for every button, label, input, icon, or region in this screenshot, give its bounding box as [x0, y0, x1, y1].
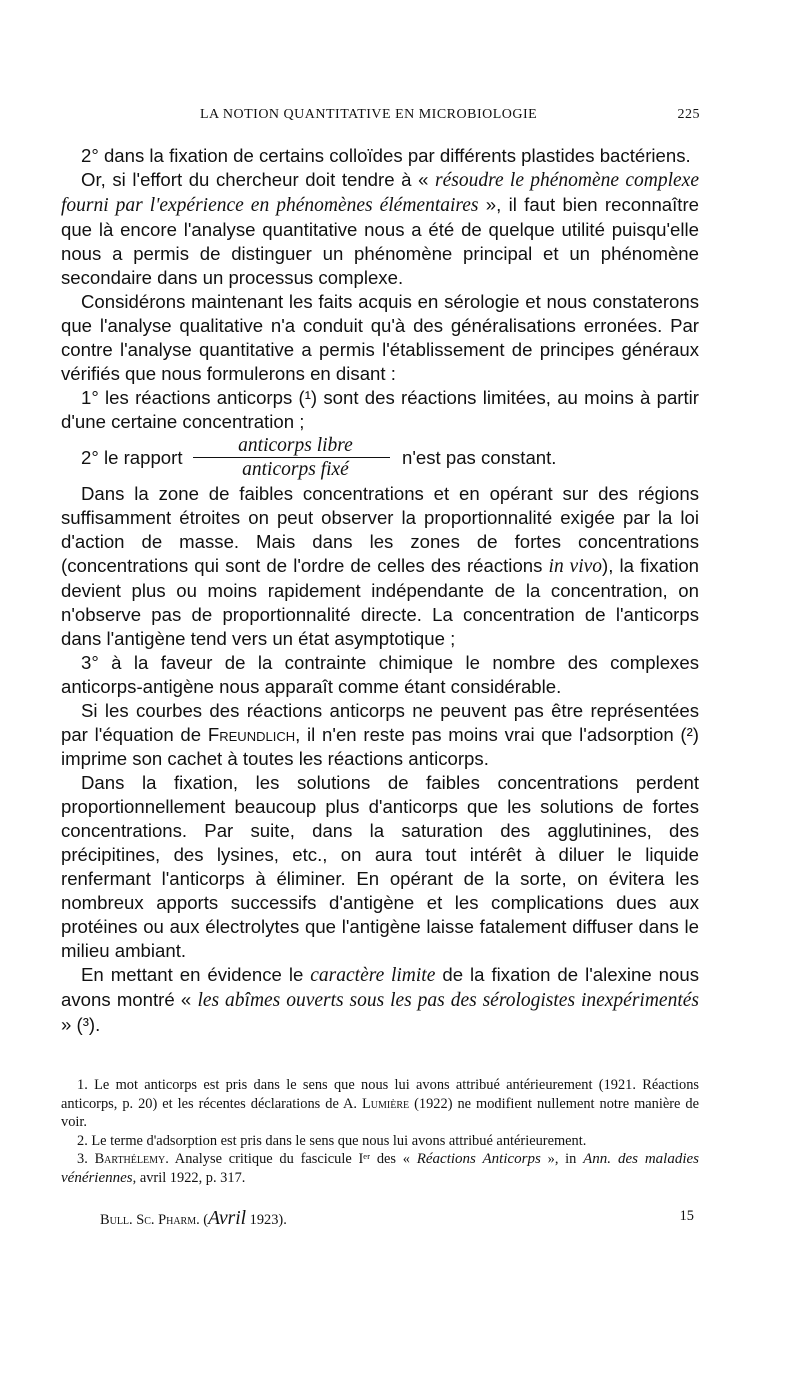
fraction-denominator: anticorps fixé — [242, 459, 349, 480]
footnote — [61, 1076, 699, 1132]
author-name: Freundlich — [207, 724, 296, 745]
text-run: En mettant en évidence le — [81, 964, 311, 985]
footnote — [61, 1132, 699, 1151]
footnotes — [61, 1076, 699, 1188]
text-run: . Analyse critique du fascicule Iᵉʳ des « — [165, 1151, 417, 1168]
text-run: ), la fixation devient plus ou moins rapidement indépendante de la concentration, on n'observe pas de proportionnalité directe. La concentration de l'anticorps dans l'antigène tend vers un état asymptotique ; — [61, 555, 700, 649]
text-run: Bull. Sc. Pharm. ( — [100, 1212, 209, 1228]
text-run: , avril 1922, p. 317. — [132, 1169, 246, 1186]
fraction-paragraph — [61, 434, 699, 482]
fraction — [193, 434, 398, 481]
running-head — [60, 103, 700, 127]
paragraph — [61, 144, 699, 168]
text-run: Si les courbes des réactions anticorps ne peuvent pas être représentées par l'équation de — [61, 700, 699, 745]
italic-term: caractère limite — [310, 965, 436, 986]
paragraph — [61, 168, 699, 290]
footnote — [61, 1150, 699, 1187]
italic-journal: Ann. des maladies vénériennes — [61, 1151, 700, 1186]
text-run: » (³). — [61, 1014, 101, 1035]
running-title: LA NOTION QUANTITATIVE EN MICROBIOLOGIE — [200, 107, 538, 122]
text-run: (1922) ne modifient nullement notre manière de voir. — [61, 1095, 699, 1131]
text-run: 3. — [77, 1151, 95, 1168]
paragraph — [61, 290, 699, 386]
text-run: 2. Le terme d'adsorption est pris dans le sens que nous lui avons attribué antérieurement. — [77, 1132, 587, 1149]
italic-quote: résoudre le phénomène complexe fourni par l'expérience en phénomènes élémentaires — [61, 170, 699, 216]
page-number: 225 — [677, 107, 700, 122]
signature-mark: 15 — [679, 1208, 694, 1224]
text-run: Dans la zone de faibles concentrations et en opérant sur des régions suffisamment étroites on peut observer la proportionnalité exigée par la loi d'action de masse. Mais dans les zones de fortes concentrations (concentrations qui sont de l'ordre de celles des réactions — [61, 483, 699, 576]
text-run: 1° les réactions anticorps (¹) sont des réactions limitées, au moins à partir d'une certaine concentration ; — [61, 387, 699, 432]
text-run: 3° à la faveur de la contrainte chimique le nombre des complexes anticorps-antigène nous apparaît comme étant considérable. — [61, 652, 699, 697]
journal-citation — [100, 1208, 287, 1230]
text-run: », il faut bien reconnaître que là encore l'analyse quantitative nous a été de quelque utilité puisqu'elle nous a permis de distinguer un phénomène principal et un phénomène secondaire dans un processus complexe. — [61, 194, 699, 288]
paragraph — [61, 699, 699, 771]
paragraph — [61, 771, 699, 963]
page-footer — [100, 1208, 700, 1230]
text-run: Dans la fixation, les solutions de faibles concentrations perdent proportionnellement beaucoup plus d'anticorps que les solutions de fortes concentrations. Par suite, dans la saturation des agglutinines, des précipitines, des lysines, etc., on aura tout intérêt à diluer le liquide renfermant l'anticorps à éliminer. En opérant de la sorte, on évitera les nombreux apports successifs d'antigène et les complications dues aux protéines ou aux électrolytes que l'antigène laisse fatalement diffuser dans le milieu ambiant. — [61, 772, 699, 961]
text-run: Or, si l'effort du chercheur doit tendre à « — [81, 169, 435, 190]
text-run: », in — [540, 1151, 584, 1168]
italic-month: Avril — [208, 1208, 247, 1229]
text-run: de la fixation de l'alexine nous avons montré « — [61, 964, 699, 1010]
body-text — [61, 144, 699, 1037]
italic-term: in vivo — [548, 556, 603, 577]
text-run: , il n'en reste pas moins vrai que l'adsorption (²) imprime son cachet à toutes les réactions anticorps. — [61, 724, 699, 769]
paragraph-list-item — [61, 651, 699, 699]
italic-quote: les abîmes ouverts sous les pas des sérologistes inexpérimentés — [197, 990, 699, 1011]
paragraph — [61, 482, 699, 651]
text-run: 2° dans la fixation de certains colloïdes par différents plastides bactériens. — [81, 145, 691, 166]
text-run: n'est pas constant. — [402, 447, 557, 468]
author-name: Barthélemy — [94, 1151, 166, 1168]
text-run: 1. Le mot anticorps est pris dans le sens que nous lui avons attribué antérieurement (1921. Réactions anticorps, p. 20) et les récentes déclarations de A. — [61, 1077, 699, 1112]
text-run: 1923). — [246, 1212, 287, 1228]
text-run: Considérons maintenant les faits acquis en sérologie et nous constaterons que l'analyse qualitative n'a conduit qu'à des généralisations erronées. Par contre l'analyse quantitative a permis l'établissement de principes généraux vérifiés que nous formulerons en disant : — [61, 291, 699, 384]
list-label: 2° le rapport — [81, 447, 183, 468]
paragraph-list-item — [61, 386, 699, 434]
paragraph — [61, 963, 699, 1037]
author-name: Lumière — [362, 1095, 410, 1112]
fraction-numerator: anticorps libre — [238, 435, 353, 456]
italic-title: Réactions Anticorps — [416, 1151, 541, 1168]
